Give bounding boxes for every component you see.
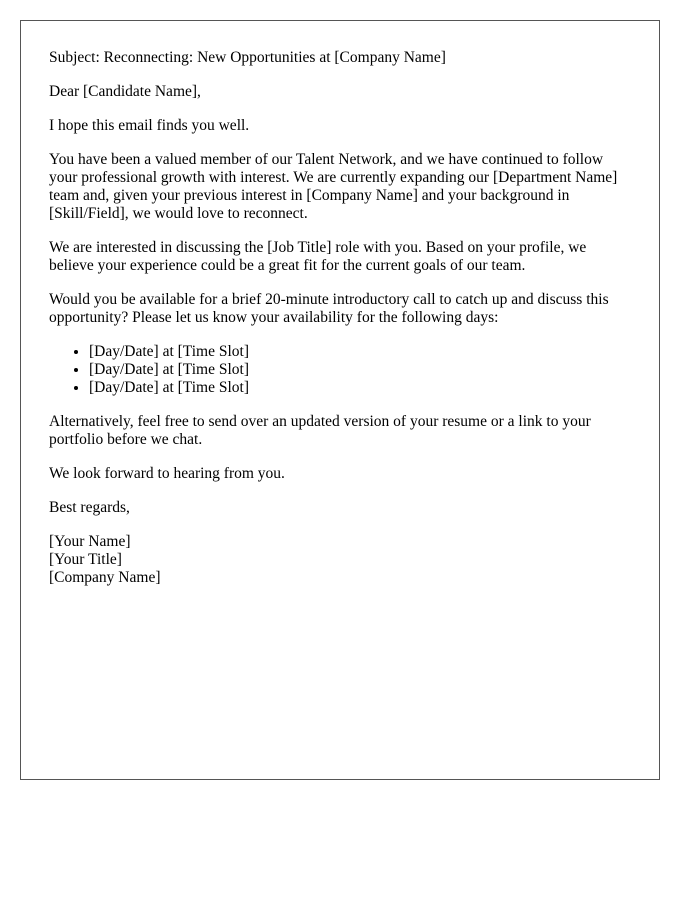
- email-subject: Subject: Reconnecting: New Opportunities at [Company Name]: [49, 49, 446, 66]
- time-slot-item: • [Day/Date] at [Time Slot]: [89, 343, 631, 361]
- time-slot-list: [49, 343, 631, 397]
- email-paragraph-job-role: We are interested in discussing the [Job Title] role with you. Based on your profile, we believe your experience could be a great fit for the current goals of our team.: [49, 239, 587, 274]
- email-paragraph-availability: Would you be available for a brief 20-minute introductory call to catch up and discuss this opportunity? Please let us know your availability for the following days:: [49, 291, 609, 326]
- email-sign-off: Best regards,: [49, 499, 130, 516]
- signature-block: [49, 533, 631, 587]
- email-closing-line: We look forward to hearing from you.: [49, 465, 285, 482]
- time-slot-item: • [Day/Date] at [Time Slot]: [89, 379, 631, 397]
- signature-title: [Your Title]: [49, 551, 122, 568]
- signature-company: [Company Name]: [49, 569, 161, 586]
- email-paragraph-intro: I hope this email finds you well.: [49, 117, 250, 134]
- email-letter: [20, 20, 660, 780]
- email-greeting: Dear [Candidate Name],: [49, 83, 201, 100]
- signature-name: [Your Name]: [49, 533, 131, 550]
- email-paragraph-alternative: Alternatively, feel free to send over an updated version of your resume or a link to your portfolio before we chat.: [49, 413, 591, 448]
- time-slot-item: • [Day/Date] at [Time Slot]: [89, 361, 631, 379]
- email-paragraph-talent-network: You have been a valued member of our Talent Network, and we have continued to follow your professional growth with interest. We are currently expanding our [Department Name] team and, given your previous interest in [Company Name] and your background in [Skill/Field], we would love to reconnect.: [49, 151, 618, 222]
